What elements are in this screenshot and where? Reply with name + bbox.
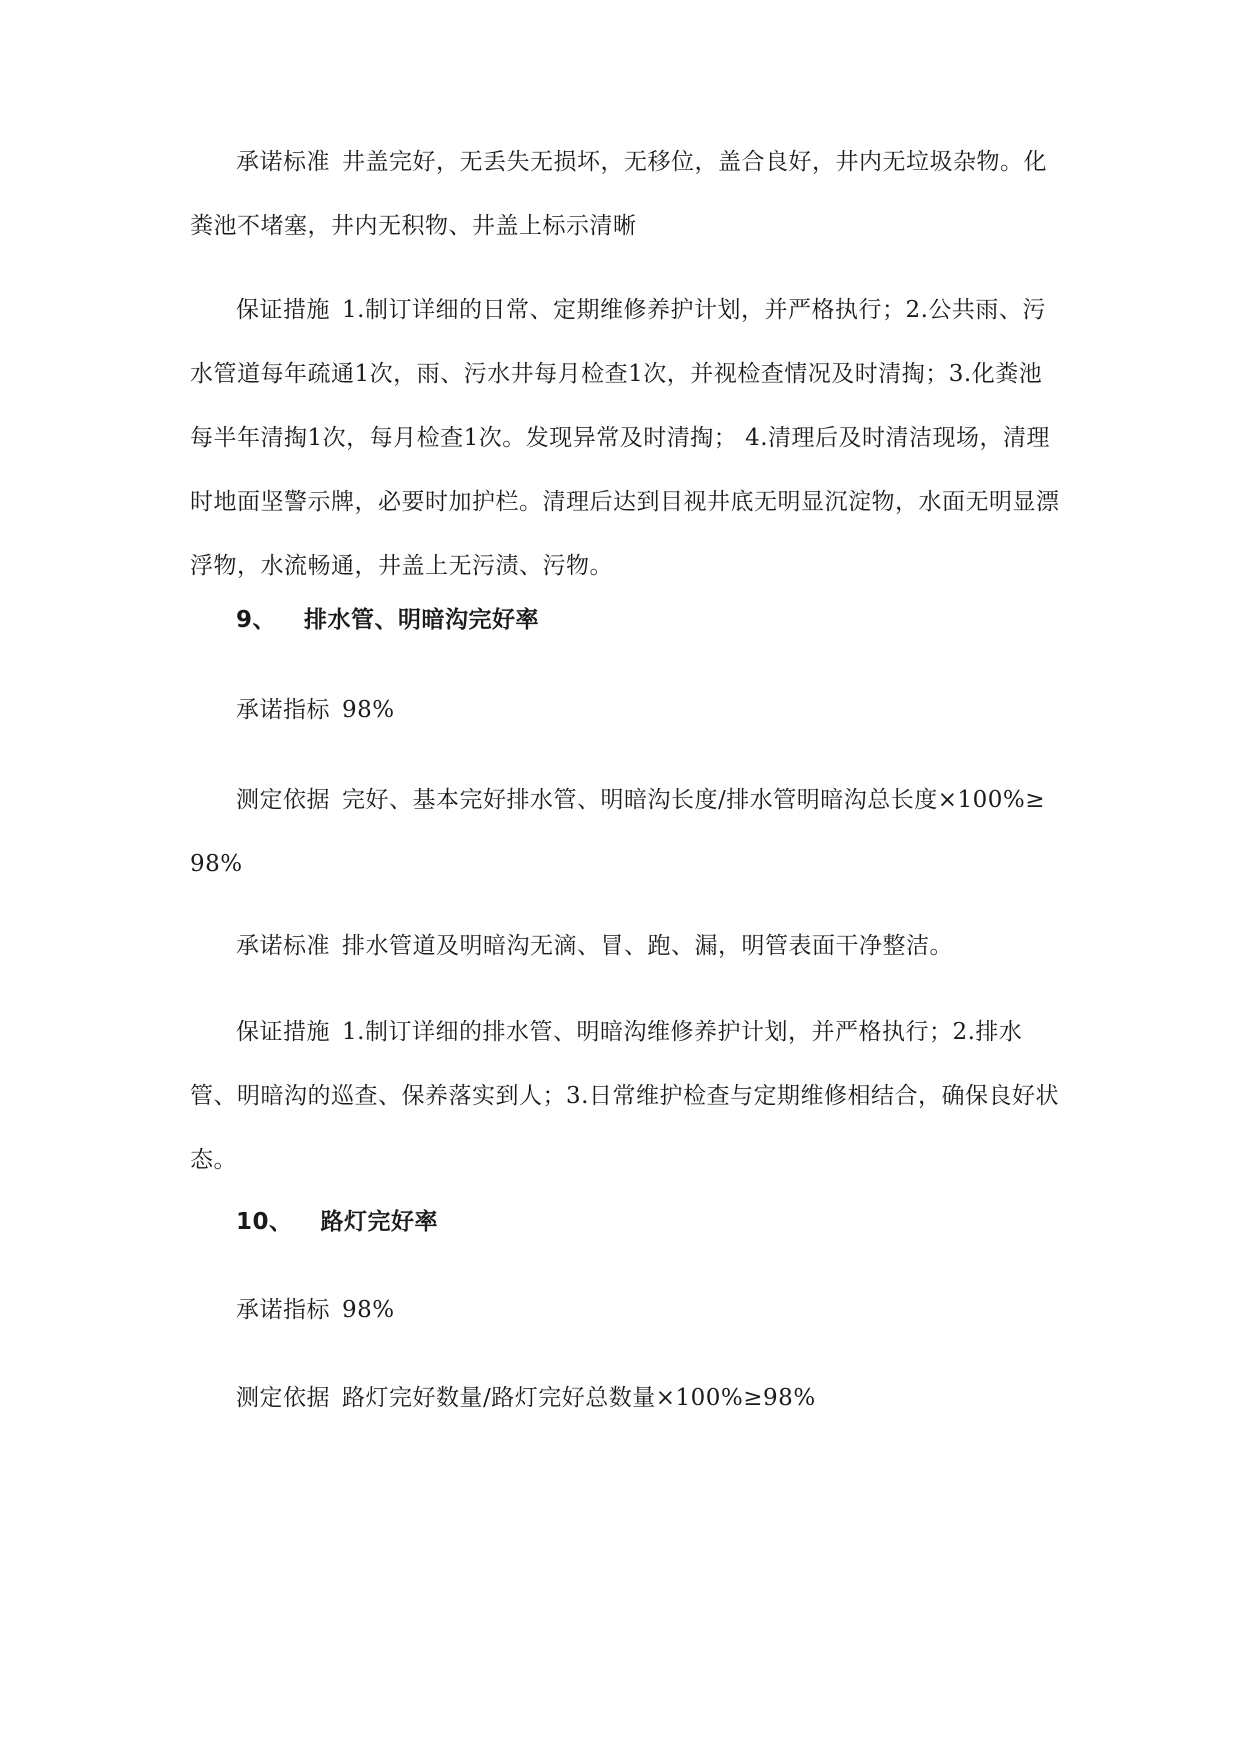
paragraph-label: 保证措施: [236, 297, 330, 323]
paragraph-label: 测定依据: [236, 787, 330, 813]
section-title: 排水管、明暗沟完好率: [304, 607, 540, 633]
paragraph-label: 保证措施: [236, 1019, 330, 1045]
paragraph-measurement-basis-drainage: [190, 768, 1060, 896]
paragraph-commitment-standard-drainage: [190, 914, 1060, 978]
paragraph-label: 承诺指标: [236, 697, 330, 723]
paragraph-text: 路灯完好数量/路灯完好总数量×100%≥98%: [342, 1385, 816, 1411]
paragraph-commitment-indicator-streetlight: [190, 1278, 1060, 1342]
paragraph-measurement-basis-streetlight: [190, 1366, 1060, 1430]
paragraph-text: 完好、基本完好排水管、明暗沟长度/排水管明暗沟总长度×100%≥98%: [190, 787, 1046, 877]
paragraph-label: 承诺指标: [236, 1297, 330, 1323]
paragraph-text: 排水管道及明暗沟无滴、冒、跑、漏，明管表面干净整洁。: [342, 933, 953, 959]
paragraph-label: 承诺标准: [236, 933, 330, 959]
section-heading-9: [190, 588, 1060, 652]
paragraph-label: 测定依据: [236, 1385, 330, 1411]
section-number: 10、: [236, 1209, 293, 1235]
section-number: 9、: [236, 607, 277, 633]
paragraph-text: 井盖完好，无丢失无损坏，无移位，盖合良好，井内无垃圾杂物。化粪池不堵塞，井内无积物、井盖上标示清晰: [190, 149, 1047, 239]
section-heading-10: [190, 1190, 1060, 1254]
paragraph-label: 承诺标准: [236, 149, 330, 175]
section-title: 路灯完好率: [320, 1209, 439, 1235]
paragraph-guarantee-measures-manhole: [190, 278, 1060, 598]
paragraph-guarantee-measures-drainage: [190, 1000, 1060, 1192]
paragraph-text: 1.制订详细的日常、定期维修养护计划，并严格执行；2.公共雨、污水管道每年疏通1次，雨、污水井每月检查1次，并视检查情况及时清掏；3.化粪池每半年清掏1次，每月检查1次。发现异常及时清掏； 4.清理后及时清洁现场，清理时地面坚警示牌，必要时加护栏。清理后达到目视井底无明显沉淀物，水面无明显漂浮物，水流畅通，井盖上无污渍、污物。: [190, 297, 1060, 579]
paragraph-commitment-indicator-drainage: [190, 678, 1060, 742]
paragraph-commitment-standard-manhole: [190, 130, 1060, 258]
paragraph-text: 98%: [342, 697, 395, 723]
paragraph-text: 98%: [342, 1297, 395, 1323]
paragraph-text: 1.制订详细的排水管、明暗沟维修养护计划，并严格执行；2.排水管、明暗沟的巡查、保养落实到人；3.日常维护检查与定期维修相结合，确保良好状态。: [190, 1019, 1059, 1173]
